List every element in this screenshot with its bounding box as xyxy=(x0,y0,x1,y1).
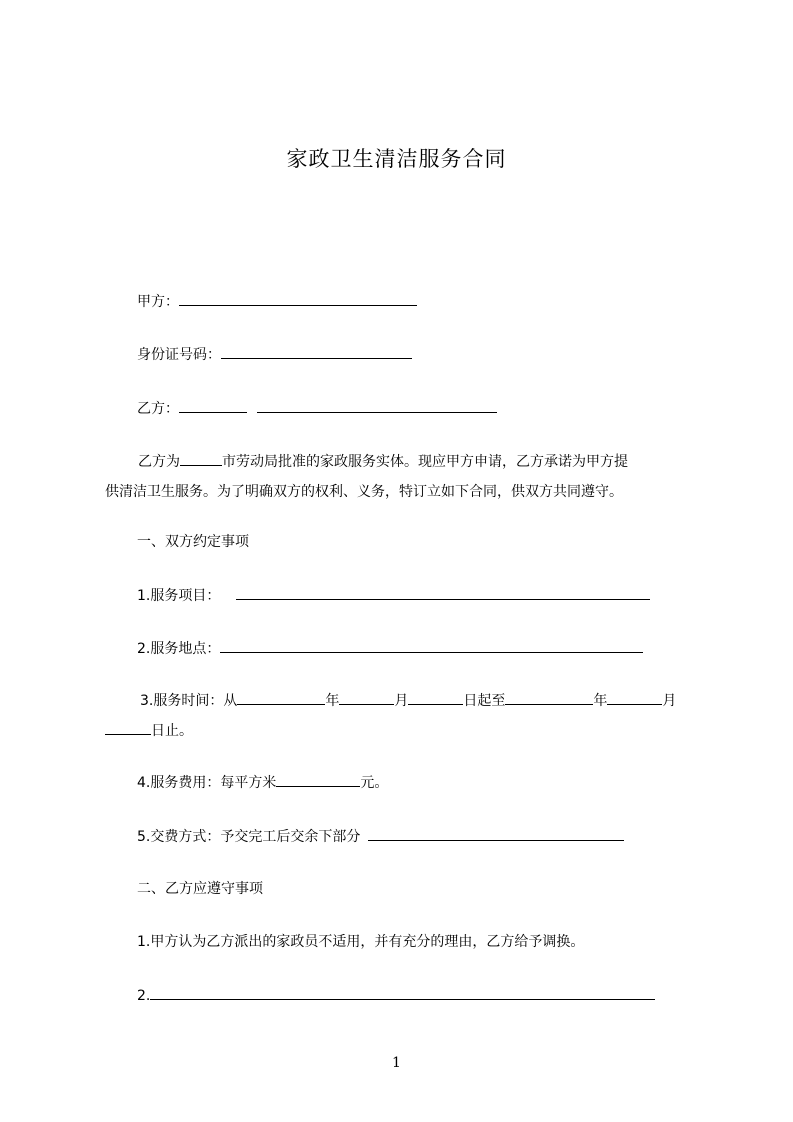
service-fee-blank[interactable] xyxy=(276,772,360,787)
service-item-blank[interactable] xyxy=(236,585,650,600)
start-day-blank[interactable] xyxy=(408,690,463,705)
party-a-label: 甲方： xyxy=(137,294,179,310)
section2-item1: 1.甲方认为乙方派出的家政员不适用，并有充分的理由，乙方给予调换。 xyxy=(137,934,585,950)
party-a-line xyxy=(137,291,417,312)
section2-item2-blank[interactable] xyxy=(150,985,655,1000)
id-number-label: 身份证号码： xyxy=(137,347,221,363)
month-label: 月 xyxy=(394,693,409,709)
day-start-label: 日起至 xyxy=(463,693,506,709)
intro-text-1: 乙方为 xyxy=(138,454,180,470)
service-location-blank[interactable] xyxy=(220,638,643,653)
payment-method-blank[interactable] xyxy=(368,826,624,841)
payment-method-label: 5.交费方式：予交完工后交余下部分 xyxy=(137,829,361,845)
party-b-blank-short[interactable] xyxy=(179,398,247,413)
service-item-label: 1.服务项目： xyxy=(137,588,221,604)
intro-city-blank[interactable] xyxy=(180,451,222,466)
document-title: 家政卫生清洁服务合同 xyxy=(286,147,507,171)
page-number: 1 xyxy=(392,1055,401,1071)
year-label: 年 xyxy=(325,693,340,709)
party-b-line xyxy=(137,398,497,419)
service-time-paragraph xyxy=(105,686,705,746)
service-item-line xyxy=(137,585,650,606)
party-b-blank-long[interactable] xyxy=(257,398,497,413)
intro-text-2: 市劳动局批准的家政服务实体。现应甲方申请，乙方承诺为甲方提 xyxy=(222,454,628,470)
year2-label: 年 xyxy=(593,693,608,709)
month2-label: 月 xyxy=(662,693,677,709)
section2-heading: 二、乙方应遵守事项 xyxy=(137,881,263,897)
party-b-label: 乙方： xyxy=(137,401,179,417)
end-day-blank[interactable] xyxy=(105,720,151,735)
service-fee-suffix: 元。 xyxy=(360,775,389,791)
day-end-label: 日止。 xyxy=(151,723,193,739)
section2-item2-label: 2. xyxy=(137,988,151,1004)
party-a-blank[interactable] xyxy=(179,291,417,306)
start-month-blank[interactable] xyxy=(339,690,394,705)
service-location-line xyxy=(137,638,643,659)
payment-method-line xyxy=(137,826,624,847)
id-number-blank[interactable] xyxy=(221,344,412,359)
service-fee-line xyxy=(137,772,388,793)
start-year-blank[interactable] xyxy=(237,690,325,705)
section1-heading: 一、双方约定事项 xyxy=(137,534,249,550)
service-location-label: 2.服务地点： xyxy=(137,641,221,657)
end-month-blank[interactable] xyxy=(607,690,662,705)
section2-item2-line xyxy=(137,985,655,1006)
service-fee-label: 4.服务费用：每平方米 xyxy=(137,775,277,791)
intro-paragraph xyxy=(105,447,705,507)
end-year-blank[interactable] xyxy=(505,690,593,705)
intro-text-3: 供清洁卫生服务。为了明确双方的权利、义务，特订立如下合同，供双方共同遵守。 xyxy=(105,484,623,500)
id-number-line xyxy=(137,344,412,365)
service-time-label: 3.服务时间：从 xyxy=(140,693,238,709)
